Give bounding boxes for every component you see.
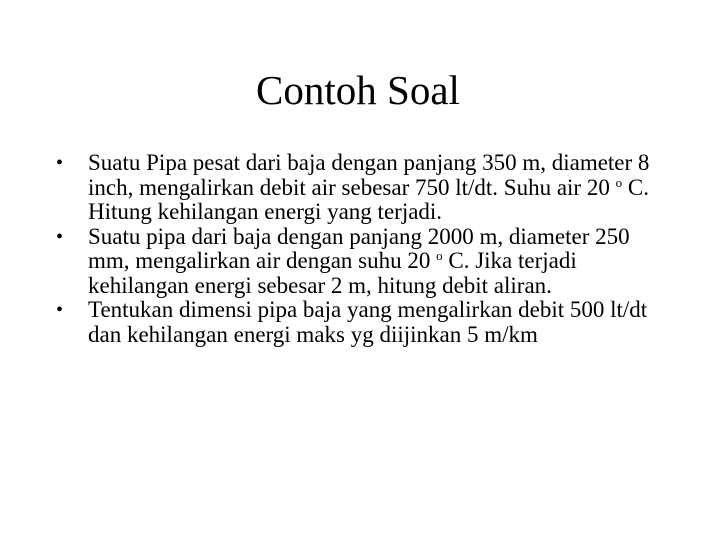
bullet-item-2 [56, 225, 676, 299]
bullet-item-1 [56, 151, 676, 225]
bullet-marker: • [56, 152, 64, 174]
bullet-marker: • [56, 225, 64, 248]
bullet-marker: • [56, 299, 64, 321]
bullet-text-part: Tentukan dimensi pipa baja yang mengalirkan debit 500 lt/dt dan kehilangan energi maks yg diijinkan 5 m/km [88, 297, 648, 347]
degree-superscript: o [436, 248, 443, 263]
bullet-text-part: Suatu Pipa pesat dari baja dengan panjang 350 m, diameter 8 inch, mengalirkan debit air sebesar 750 lt/dt. Suhu air 20 [88, 150, 650, 200]
bullet-list [56, 151, 676, 347]
bullet-text-part: Suatu pipa dari baja dengan panjang 2000 m, diameter 250 mm, mengalirkan air dengan suhu 20 [88, 223, 630, 273]
bullet-text-part: C. Jika terjadi kehilangan energi sebesar 2 m, hitung debit aliran. [88, 248, 577, 298]
degree-superscript: o [615, 174, 623, 190]
bullet-item-3 [56, 298, 676, 347]
slide-title: Contoh Soal [256, 67, 460, 113]
bullet-text-part: C. Hitung kehilangan energi yang terjadi. [88, 174, 649, 224]
